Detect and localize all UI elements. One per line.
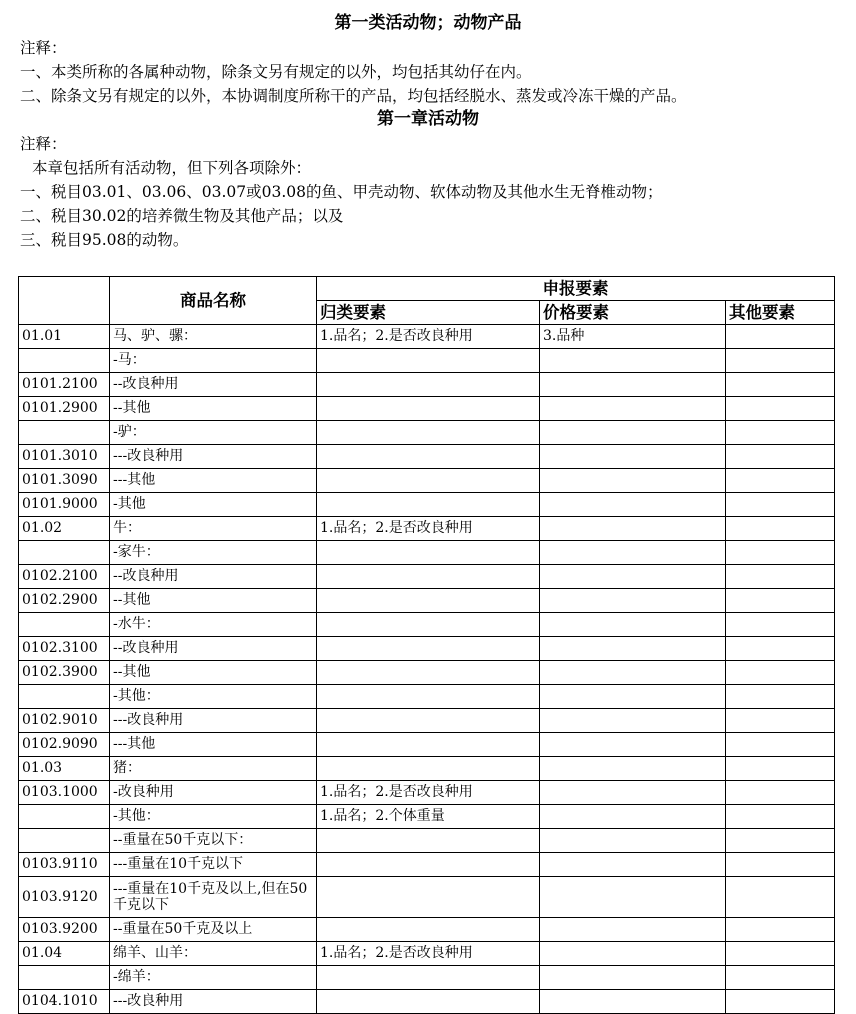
- classify-cell: [317, 661, 540, 685]
- other-cell: [726, 469, 835, 493]
- classify-cell: [317, 565, 540, 589]
- classify-cell: [317, 541, 540, 565]
- table-row: [19, 829, 835, 853]
- price-cell: [540, 589, 726, 613]
- chapter-note-3: 三、税目95.08的动物。: [20, 231, 189, 249]
- name-cell: -驴：: [110, 421, 317, 445]
- name-cell: ---重量在10千克以下: [110, 853, 317, 877]
- code-cell: 0102.2100: [19, 565, 110, 589]
- price-cell: [540, 637, 726, 661]
- header-declare: 申报要素: [317, 277, 835, 301]
- code-cell: 01.04: [19, 942, 110, 966]
- other-cell: [726, 757, 835, 781]
- code-cell: [19, 966, 110, 990]
- other-cell: [726, 781, 835, 805]
- table-row: [19, 781, 835, 805]
- code-cell: 0103.1000: [19, 781, 110, 805]
- name-cell: ---其他: [110, 733, 317, 757]
- other-cell: [726, 589, 835, 613]
- price-cell: [540, 805, 726, 829]
- code-cell: 0103.9120: [19, 877, 110, 918]
- price-cell: [540, 661, 726, 685]
- code-cell: [19, 805, 110, 829]
- other-cell: [726, 565, 835, 589]
- name-cell: ---其他: [110, 469, 317, 493]
- code-cell: 0102.2900: [19, 589, 110, 613]
- classify-cell: [317, 493, 540, 517]
- header-price: 价格要素: [540, 301, 726, 325]
- code-cell: 0102.3900: [19, 661, 110, 685]
- table-row: [19, 990, 835, 1014]
- name-cell: --其他: [110, 661, 317, 685]
- name-cell: -水牛：: [110, 613, 317, 637]
- other-cell: [726, 918, 835, 942]
- chapter-note-1: 一、税目03.01、03.06、03.07或03.08的鱼、甲壳动物、软体动物及其他水生无脊椎动物；: [20, 183, 663, 201]
- table-row: [19, 421, 835, 445]
- code-cell: [19, 613, 110, 637]
- classify-cell: [317, 918, 540, 942]
- table-row: [19, 877, 835, 918]
- code-cell: [19, 421, 110, 445]
- name-cell: ---改良种用: [110, 445, 317, 469]
- price-cell: [540, 757, 726, 781]
- name-cell: ---重量在10千克及以上,但在50千克以下: [110, 877, 317, 918]
- other-cell: [726, 805, 835, 829]
- other-cell: [726, 493, 835, 517]
- header-other: 其他要素: [726, 301, 835, 325]
- price-cell: [540, 517, 726, 541]
- section-note-1: 一、本类所称的各属种动物，除条文另有规定的以外，均包括其幼仔在内。: [20, 63, 532, 81]
- other-cell: [726, 517, 835, 541]
- name-cell: -其他: [110, 493, 317, 517]
- price-cell: [540, 918, 726, 942]
- table-row: [19, 445, 835, 469]
- code-cell: 0103.9110: [19, 853, 110, 877]
- price-cell: [540, 781, 726, 805]
- name-cell: --其他: [110, 397, 317, 421]
- table-row: [19, 685, 835, 709]
- price-cell: [540, 942, 726, 966]
- name-cell: ---改良种用: [110, 990, 317, 1014]
- table-row: [19, 613, 835, 637]
- price-cell: [540, 397, 726, 421]
- chapter-note-intro: 本章包括所有活动物，但下列各项除外：: [32, 159, 312, 177]
- table-row: [19, 966, 835, 990]
- table-row: [19, 349, 835, 373]
- name-cell: -改良种用: [110, 781, 317, 805]
- classify-cell: [317, 421, 540, 445]
- code-cell: [19, 685, 110, 709]
- classify-cell: 1.品名；2.是否改良种用: [317, 325, 540, 349]
- classify-cell: [317, 733, 540, 757]
- header-code-cell: [19, 277, 110, 325]
- section-notes-label: 注释：: [20, 39, 67, 57]
- other-cell: [726, 709, 835, 733]
- price-cell: [540, 373, 726, 397]
- name-cell: --重量在50千克及以上: [110, 918, 317, 942]
- other-cell: [726, 445, 835, 469]
- other-cell: [726, 349, 835, 373]
- classify-cell: [317, 853, 540, 877]
- name-cell: --改良种用: [110, 637, 317, 661]
- name-cell: --改良种用: [110, 565, 317, 589]
- classify-cell: [317, 637, 540, 661]
- tariff-table: [18, 276, 835, 1014]
- price-cell: [540, 469, 726, 493]
- classify-cell: [317, 613, 540, 637]
- classify-cell: [317, 990, 540, 1014]
- table-row: [19, 517, 835, 541]
- price-cell: [540, 877, 726, 918]
- name-cell: ---改良种用: [110, 709, 317, 733]
- price-cell: 3.品种: [540, 325, 726, 349]
- other-cell: [726, 325, 835, 349]
- chapter-title: 第一章活动物: [377, 109, 479, 129]
- code-cell: 01.01: [19, 325, 110, 349]
- name-cell: --其他: [110, 589, 317, 613]
- chapter-notes-label: 注释：: [20, 135, 67, 153]
- code-cell: 0101.3010: [19, 445, 110, 469]
- table-row: [19, 469, 835, 493]
- table-row: [19, 373, 835, 397]
- other-cell: [726, 829, 835, 853]
- chapter-note-2: 二、税目30.02的培养微生物及其他产品；以及: [20, 207, 344, 225]
- classify-cell: 1.品名；2.个体重量: [317, 805, 540, 829]
- other-cell: [726, 373, 835, 397]
- name-cell: -马：: [110, 349, 317, 373]
- price-cell: [540, 990, 726, 1014]
- code-cell: [19, 829, 110, 853]
- other-cell: [726, 541, 835, 565]
- code-cell: 0101.2900: [19, 397, 110, 421]
- other-cell: [726, 990, 835, 1014]
- table-row: [19, 589, 835, 613]
- price-cell: [540, 493, 726, 517]
- code-cell: 0104.1010: [19, 990, 110, 1014]
- code-cell: 0103.9200: [19, 918, 110, 942]
- price-cell: [540, 349, 726, 373]
- code-cell: 0101.9000: [19, 493, 110, 517]
- name-cell: --重量在50千克以下：: [110, 829, 317, 853]
- classify-cell: [317, 685, 540, 709]
- code-cell: 0101.2100: [19, 373, 110, 397]
- name-cell: -其他：: [110, 685, 317, 709]
- header-classify: 归类要素: [317, 301, 540, 325]
- classify-cell: 1.品名；2.是否改良种用: [317, 781, 540, 805]
- name-cell: -绵羊：: [110, 966, 317, 990]
- price-cell: [540, 613, 726, 637]
- name-cell: 牛：: [110, 517, 317, 541]
- tariff-table-wrap: [18, 276, 835, 1014]
- price-cell: [540, 541, 726, 565]
- price-cell: [540, 421, 726, 445]
- code-cell: 01.02: [19, 517, 110, 541]
- classify-cell: [317, 397, 540, 421]
- code-cell: [19, 541, 110, 565]
- classify-cell: 1.品名；2.是否改良种用: [317, 517, 540, 541]
- table-row: [19, 805, 835, 829]
- name-cell: 马、驴、骡：: [110, 325, 317, 349]
- name-cell: 猪：: [110, 757, 317, 781]
- table-row: [19, 853, 835, 877]
- table-row: [19, 757, 835, 781]
- name-cell: --改良种用: [110, 373, 317, 397]
- price-cell: [540, 709, 726, 733]
- classify-cell: [317, 757, 540, 781]
- table-row: [19, 942, 835, 966]
- classify-cell: [317, 349, 540, 373]
- price-cell: [540, 966, 726, 990]
- other-cell: [726, 853, 835, 877]
- table-row: [19, 709, 835, 733]
- classify-cell: [317, 709, 540, 733]
- other-cell: [726, 397, 835, 421]
- table-row: [19, 493, 835, 517]
- code-cell: 0102.3100: [19, 637, 110, 661]
- other-cell: [726, 421, 835, 445]
- price-cell: [540, 829, 726, 853]
- table-row: [19, 397, 835, 421]
- name-cell: -其他：: [110, 805, 317, 829]
- other-cell: [726, 661, 835, 685]
- section-title: 第一类活动物；动物产品: [334, 13, 522, 33]
- other-cell: [726, 613, 835, 637]
- other-cell: [726, 685, 835, 709]
- name-cell: -家牛：: [110, 541, 317, 565]
- section-note-2: 二、除条文另有规定的以外，本协调制度所称干的产品，均包括经脱水、蒸发或冷冻干燥的产品。: [20, 87, 687, 105]
- code-cell: 01.03: [19, 757, 110, 781]
- classify-cell: [317, 445, 540, 469]
- table-row: [19, 918, 835, 942]
- price-cell: [540, 685, 726, 709]
- classify-cell: 1.品名；2.是否改良种用: [317, 942, 540, 966]
- price-cell: [540, 445, 726, 469]
- code-cell: 0102.9090: [19, 733, 110, 757]
- other-cell: [726, 637, 835, 661]
- price-cell: [540, 853, 726, 877]
- table-row: [19, 541, 835, 565]
- code-cell: 0102.9010: [19, 709, 110, 733]
- classify-cell: [317, 966, 540, 990]
- table-row: [19, 565, 835, 589]
- price-cell: [540, 565, 726, 589]
- other-cell: [726, 877, 835, 918]
- classify-cell: [317, 373, 540, 397]
- classify-cell: [317, 877, 540, 918]
- table-row: [19, 325, 835, 349]
- table-row: [19, 637, 835, 661]
- code-cell: 0101.3090: [19, 469, 110, 493]
- header-name: 商品名称: [110, 277, 317, 325]
- other-cell: [726, 942, 835, 966]
- other-cell: [726, 733, 835, 757]
- table-row: [19, 733, 835, 757]
- classify-cell: [317, 589, 540, 613]
- classify-cell: [317, 829, 540, 853]
- code-cell: [19, 349, 110, 373]
- table-body: [19, 325, 835, 1014]
- classify-cell: [317, 469, 540, 493]
- other-cell: [726, 966, 835, 990]
- table-row: [19, 661, 835, 685]
- name-cell: 绵羊、山羊：: [110, 942, 317, 966]
- price-cell: [540, 733, 726, 757]
